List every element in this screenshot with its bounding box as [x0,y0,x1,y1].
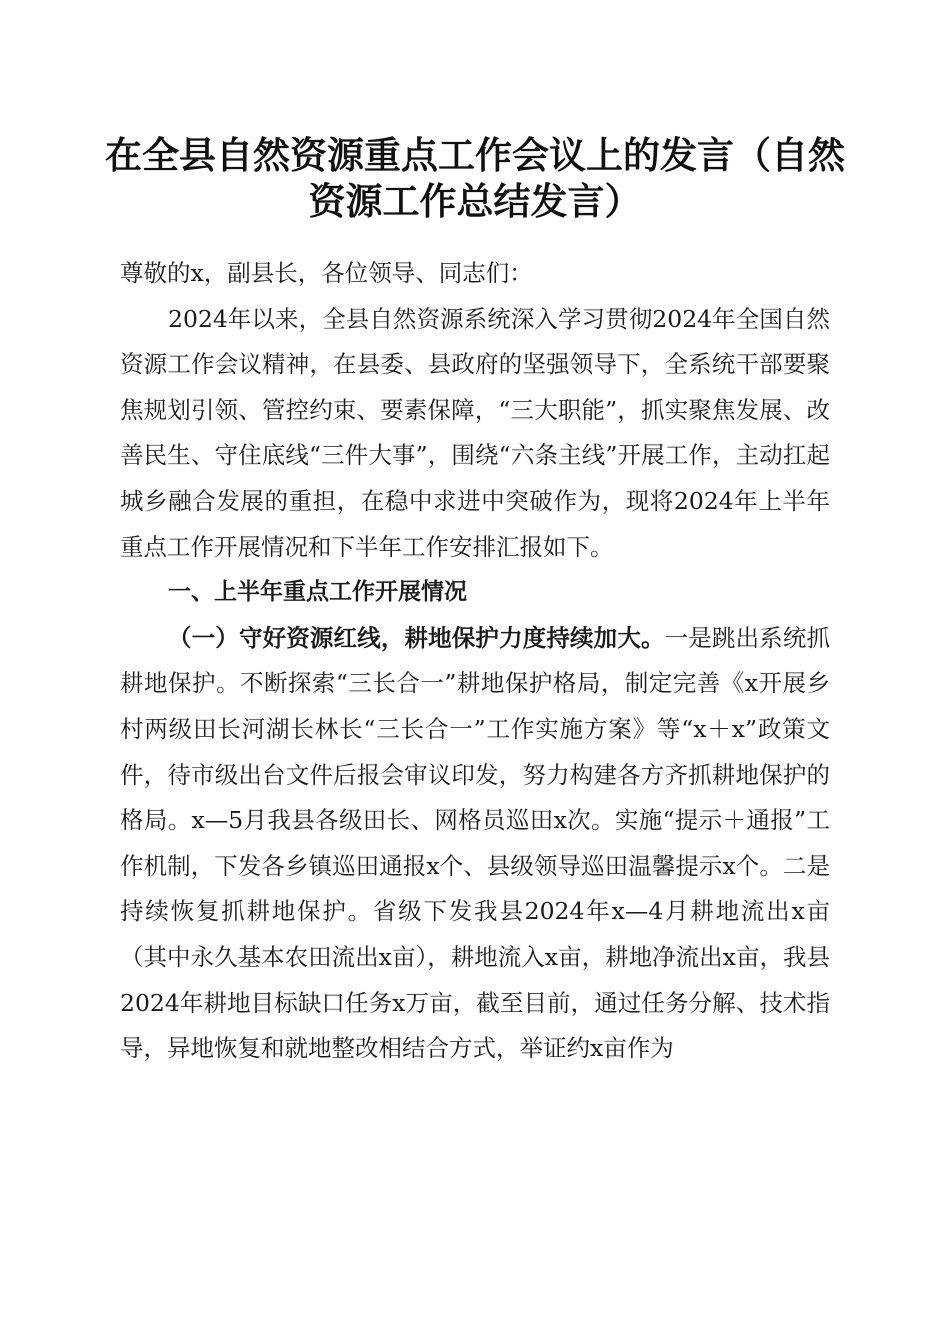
subsection-body-1: 一是跳出系统抓耕地保护。不断探索“三长合一”耕地保护格局，制定完善《x开展乡村两级田长河湖长林长“三长合一”工作实施方案》等“x＋x”政策文件，待市级出台文件后报会审议印发，努力构建各方齐抓耕地保护的格局。x—5月我县各级田长、网格员巡田x次。实施“提示＋通报”工作机制，下发各乡镇巡田通报x个、县级领导巡田温馨提示x个。二是持续恢复抓耕地保护。省级下发我县2024年x—4月耕地流出x亩（其中永久基本农田流出x亩），耕地流入x亩，耕地净流出x亩，我县2024年耕地目标缺口任务x万亩，截至目前，通过任务分解、技术指导，异地恢复和就地整改相结合方式，举证约x亩作为 [120,623,831,1063]
title-line-1: 在全县自然资源重点工作会议上的发言（自然 [105,133,845,177]
salutation: 尊敬的x，副县长，各位领导、同志们： [120,259,533,287]
document-title [100,132,850,224]
intro-paragraph: 2024年以来，全县自然资源系统深入学习贯彻2024年全国自然资源工作会议精神，在县委、县政府的坚强领导下，全系统干部要聚焦规划引领、管控约束、要素保障，“三大职能”，抓实聚焦发展、改善民生、守住底线“三件大事”，围绕“六条主线”开展工作，主动扛起城乡融合发展的重担，在稳中求进中突破作为，现将2024年上半年重点工作开展情况和下半年工作安排汇报如下。 [120,304,830,561]
title-line-2: 资源工作总结发言） [308,179,642,223]
subsection-paragraph-1 [120,616,830,1072]
subsection-heading-1: （一）守好资源红线，耕地保护力度持续加大。 [168,623,665,652]
section-heading-1: 一、上半年重点工作开展情况 [168,579,467,606]
document-body [120,251,830,1072]
